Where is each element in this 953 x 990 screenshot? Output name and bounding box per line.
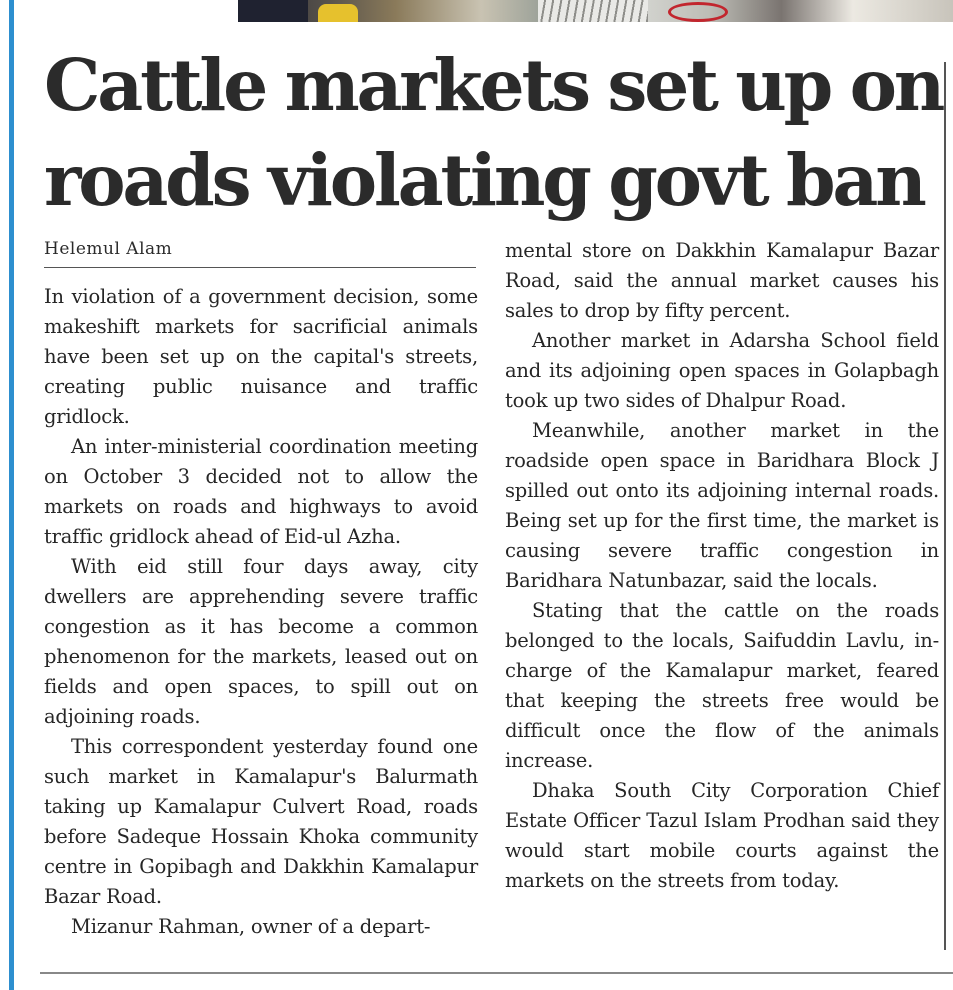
article-headline bbox=[44, 38, 944, 228]
left-accent-rule bbox=[9, 0, 14, 990]
article-byline: Helemul Alam bbox=[44, 239, 476, 268]
headline-line-1: Cattle markets set up on bbox=[44, 43, 943, 127]
headline-line-2: roads violating govt ban bbox=[44, 138, 924, 222]
article-column-2 bbox=[505, 236, 939, 896]
paragraph: An inter-ministerial coordination meeting on October 3 decided not to allow the markets on roads and highways to avoid traffic gridlock ahead of Eid-ul Azha. bbox=[44, 435, 478, 548]
paragraph: Stating that the cattle on the roads belonged to the locals, Saifuddin Lavlu, in-charge of the Kamalapur market, feared that keeping the streets free would be difficult once the flow of the animals increase. bbox=[505, 599, 939, 772]
bottom-rule bbox=[40, 972, 953, 974]
paragraph: In violation of a government decision, some makeshift markets for sacrificial animals have been set up on the capital's streets, creating public nuisance and traffic gridlock. bbox=[44, 285, 478, 428]
column-divider-rule bbox=[944, 62, 946, 950]
paragraph: This correspondent yesterday found one such market in Kamalapur's Balurmath taking up Kamalapur Culvert Road, roads before Sadeque Hossain Khoka community centre in Gopibagh and Dakkhin Kamalapur Bazar Road. bbox=[44, 735, 478, 908]
paragraph: Meanwhile, another market in the roadside open space in Baridhara Block J spilled out onto its adjoining internal roads. Being set up for the first time, the market is causing severe traffic congestion in Baridhara Natunbazar, said the locals. bbox=[505, 419, 939, 592]
article-column-1 bbox=[44, 282, 478, 942]
paragraph: mental store on Dakkhin Kamalapur Bazar Road, said the annual market causes his sales to drop by fifty percent. bbox=[505, 239, 939, 322]
paragraph: Dhaka South City Corporation Chief Estate Officer Tazul Islam Prodhan said they would start mobile courts against the markets on the streets from today. bbox=[505, 779, 939, 892]
paragraph: Mizanur Rahman, owner of a depart- bbox=[71, 915, 431, 938]
paragraph: With eid still four days away, city dwellers are apprehending severe traffic congestion as it has become a common phenomenon for the markets, leased out on fields and open spaces, to spill out on adjoining roads. bbox=[44, 555, 478, 728]
paragraph: Another market in Adarsha School field and its adjoining open spaces in Golapbagh took up two sides of Dhalpur Road. bbox=[505, 329, 939, 412]
news-photo-crop bbox=[238, 0, 953, 22]
